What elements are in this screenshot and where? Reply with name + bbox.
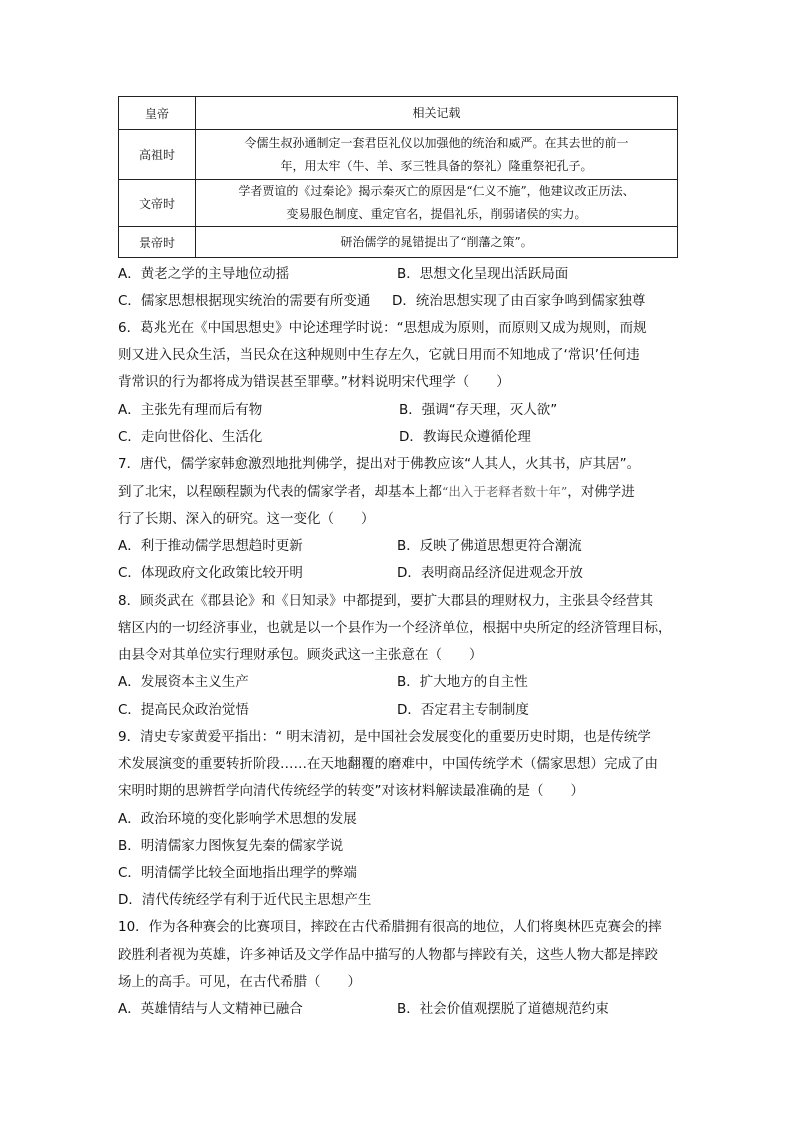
q5-option-a: A．黄老之学的主导地位动摇 bbox=[118, 266, 290, 282]
q6-stem-line: 则又进入民众生活，当民众在这种规则中生存左久，它就日用而不知地成了‘常识’任何违 bbox=[118, 347, 640, 363]
q7-option-a: A．利于推动儒学思想趋时更新 bbox=[118, 538, 303, 554]
q10-stem-line: 10．作为各种赛会的比赛项目，摔跤在古代希腊拥有很高的地位，人们将奥林匹克赛会的摔 bbox=[118, 919, 662, 935]
q6-option-a: A．主张先有理而后有物 bbox=[118, 402, 263, 418]
q8-option-d: D．否定君主专制制度 bbox=[397, 702, 529, 718]
q7-stem-line: 7．唐代，儒学家韩愈激烈地批判佛学，提出对于佛教应该“人其人，火其书，庐其居”。 bbox=[118, 456, 641, 472]
q7-quote: “出入于老释者数十年” bbox=[442, 484, 568, 499]
q6-stem-line: 6．葛兆光在《中国思想史》中论述理学时说：“思想成为原则，而原则又成为规则，而规 bbox=[118, 320, 647, 336]
row-record bbox=[196, 130, 678, 180]
q5-option-b: B．思想文化呈现出活跃局面 bbox=[397, 266, 569, 282]
row-emperor: 高祖时 bbox=[119, 130, 196, 180]
q7-option-d: D．表明商品经济促进观念开放 bbox=[397, 565, 583, 581]
q8-option-a: A．发展资本主义生产 bbox=[118, 674, 249, 690]
record-line: 学者贾谊的《过秦论》揭示秦灭亡的原因是“仁义不施”，他建议改正历法、 bbox=[238, 184, 635, 198]
emperor-records-table bbox=[118, 96, 678, 258]
row-emperor: 文帝时 bbox=[119, 180, 196, 227]
q9-option-c: C．明清儒学比较全面地指出理学的弊端 bbox=[118, 865, 357, 881]
record-line: 研治儒学的晁错提出了“削藩之策”。 bbox=[340, 234, 533, 249]
record-line: 令儒生叔孙通制定一套君臣礼仪以加强他的统治和威严。在其去世的前一 bbox=[244, 135, 629, 150]
row-record bbox=[196, 227, 678, 258]
q5-option-c: C．儒家思想根据现实统治的需要有所变通 bbox=[118, 293, 371, 309]
table-row bbox=[119, 227, 678, 258]
q10-stem-line: 场上的高手。可见，在古代希腊（ ） bbox=[118, 974, 361, 990]
q6-stem-line: 背常识的行为都将成为错误甚至罪孽。”材料说明宋代理学（ ） bbox=[118, 374, 510, 390]
q9-stem-line: 术发展演变的重要转折阶段……在天地翻覆的磨难中，中国传统学术（儒家思想）完成了由 bbox=[118, 756, 658, 772]
q9-option-d: D．清代传统经学有利于近代民主思想产生 bbox=[118, 892, 372, 908]
q7-option-c: C．体现政府文化政策比较开明 bbox=[118, 565, 303, 581]
q7-line2-post: ，对佛学进 bbox=[567, 484, 635, 500]
q10-stem-line: 跤胜利者视为英雄，许多神话及文学作品中描写的人物都与摔跤有关，这些人物大都是摔跤 bbox=[118, 947, 658, 963]
q8-stem-line: 8．顾炎武在《郡县论》和《日知录》中都提到，要扩大郡县的理财权力，主张县令经营其 bbox=[118, 593, 654, 609]
q9-option-b: B．明清儒家力图恢复先秦的儒家学说 bbox=[118, 838, 344, 854]
q7-option-b: B．反映了佛道思想更符合潮流 bbox=[397, 538, 582, 554]
q8-stem-line: 辖区内的一切经济事业，也就是以一个县作为一个经济单位，根据中央所定的经济管理目标， bbox=[118, 620, 672, 636]
q9-stem-line: 9．清史专家黄爱平指出：“ 明末清初，是中国社会发展变化的重要历史时期，也是传统学 bbox=[118, 729, 651, 745]
q7-line2-pre: 到了北宋，以程颐程颢为代表的儒家学者，却基本上都 bbox=[118, 484, 442, 500]
header-emperor: 皇帝 bbox=[119, 97, 196, 130]
q6-option-c: C．走向世俗化、生活化 bbox=[118, 429, 263, 445]
q8-option-b: B．扩大地方的自主性 bbox=[397, 674, 528, 690]
record-line: 变易服色制度、重定官名，提倡礼乐，削弱诸侯的实力。 bbox=[286, 207, 587, 221]
record-line: 年，用太牢（牛、羊、豕三牲具备的祭礼）隆重祭祀孔子。 bbox=[280, 158, 593, 173]
row-record bbox=[196, 180, 678, 227]
q9-stem-line: 宋明时期的思辨哲学向清代传统经学的转变”对该材料解读最准确的是（ ） bbox=[118, 783, 584, 799]
q5-option-d: D．统治思想实现了由百家争鸣到儒家独尊 bbox=[392, 293, 646, 309]
q8-stem-line: 由县令对其单位实行理财承包。顾炎武这一主张意在（ ） bbox=[118, 647, 483, 663]
q6-option-d: D．教诲民众遵循伦理 bbox=[399, 429, 531, 445]
q6-option-b: B．强调“存天理，灭人欲” bbox=[399, 402, 558, 418]
table-row bbox=[119, 130, 678, 180]
q10-option-a: A．英雄情结与人文精神已融合 bbox=[118, 1001, 303, 1017]
q7-stem-line: 行了长期、深入的研究。这一变化（ ） bbox=[118, 511, 375, 527]
header-record: 相关记载 bbox=[196, 97, 678, 130]
q7-stem-line bbox=[118, 483, 635, 501]
q10-option-b: B．社会价值观摆脱了道德规范约束 bbox=[397, 1001, 609, 1017]
table-row bbox=[119, 180, 678, 227]
q9-option-a: A．政治环境的变化影响学术思想的发展 bbox=[118, 811, 357, 827]
row-emperor: 景帝时 bbox=[119, 227, 196, 258]
q8-option-c: C．提高民众政治觉悟 bbox=[118, 702, 249, 718]
table-header-row bbox=[119, 97, 678, 130]
